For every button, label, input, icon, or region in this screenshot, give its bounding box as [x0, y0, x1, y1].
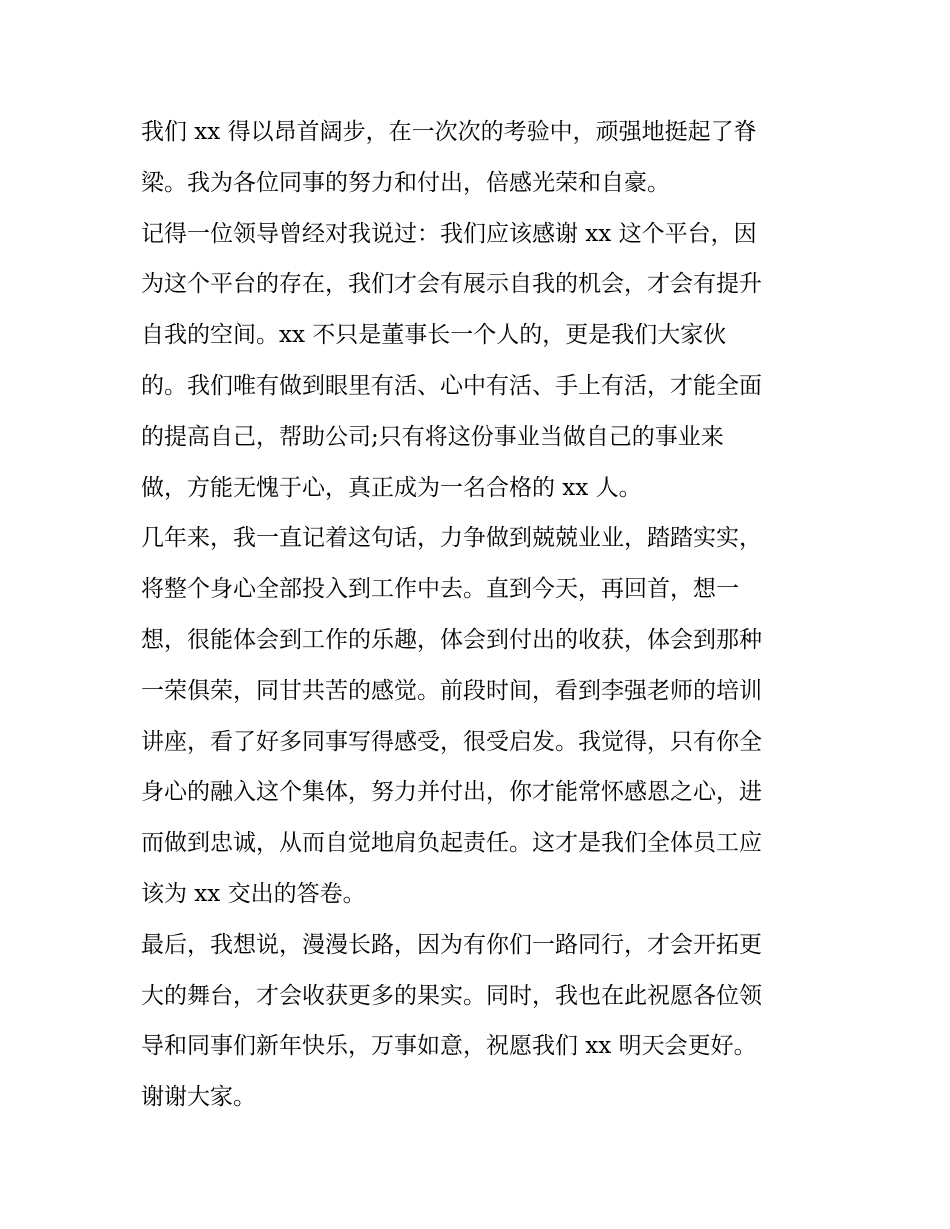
text-line: 该为 xx 交出的答卷。	[141, 880, 366, 907]
text-line: 我们 xx 得以昂首阔步，在一次次的考验中，顽强地挺起了脊	[141, 119, 757, 145]
text-line: 大的舞台，才会收获更多的果实。同时，我也在此祝愿各位领	[141, 982, 762, 1009]
text-line: 记得一位领导曾经对我说过：我们应该感谢 xx 这个平台，因	[141, 220, 757, 247]
text-line: 几年来，我一直记着这句话，力争做到兢兢业业，踏踏实实，	[141, 525, 762, 552]
text-line: 而做到忠诚，从而自觉地肩负起责任。这才是我们全体员工应	[141, 830, 762, 857]
text-line: 将整个身心全部投入到工作中去。直到今天，再回首，想一	[141, 576, 739, 603]
text-line: 自我的空间。xx 不只是董事长一个人的，更是我们大家伙	[141, 322, 727, 349]
text-line: 讲座，看了好多同事写得感受，很受启发。我觉得，只有你全	[141, 728, 762, 755]
text-line: 一荣俱荣，同甘共苦的感觉。前段时间，看到李强老师的培训	[141, 677, 762, 704]
speech-text	[141, 107, 821, 1123]
text-line: 的。我们唯有做到眼里有活、心中有活、手上有活，才能全面	[141, 372, 762, 399]
text-line: 梁。我为各位同事的努力和付出，倍感光荣和自豪。	[141, 169, 670, 196]
text-line: 导和同事们新年快乐，万事如意，祝愿我们 xx 明天会更好。	[141, 1033, 757, 1060]
text-line: 最后，我想说，漫漫长路，因为有你们一路同行，才会开拓更	[141, 931, 762, 958]
text-line: 谢谢大家。	[141, 1084, 256, 1111]
text-line: 想，很能体会到工作的乐趣，体会到付出的收获，体会到那种	[141, 626, 762, 653]
text-line: 身心的融入这个集体，努力并付出，你才能常怀感恩之心，进	[141, 779, 762, 806]
text-line: 为这个平台的存在，我们才会有展示自我的机会，才会有提升	[141, 271, 762, 298]
text-line: 做，方能无愧于心，真正成为一名合格的 xx 人。	[141, 474, 642, 501]
text-line: 的提高自己，帮助公司;只有将这份事业当做自己的事业来	[141, 423, 724, 450]
